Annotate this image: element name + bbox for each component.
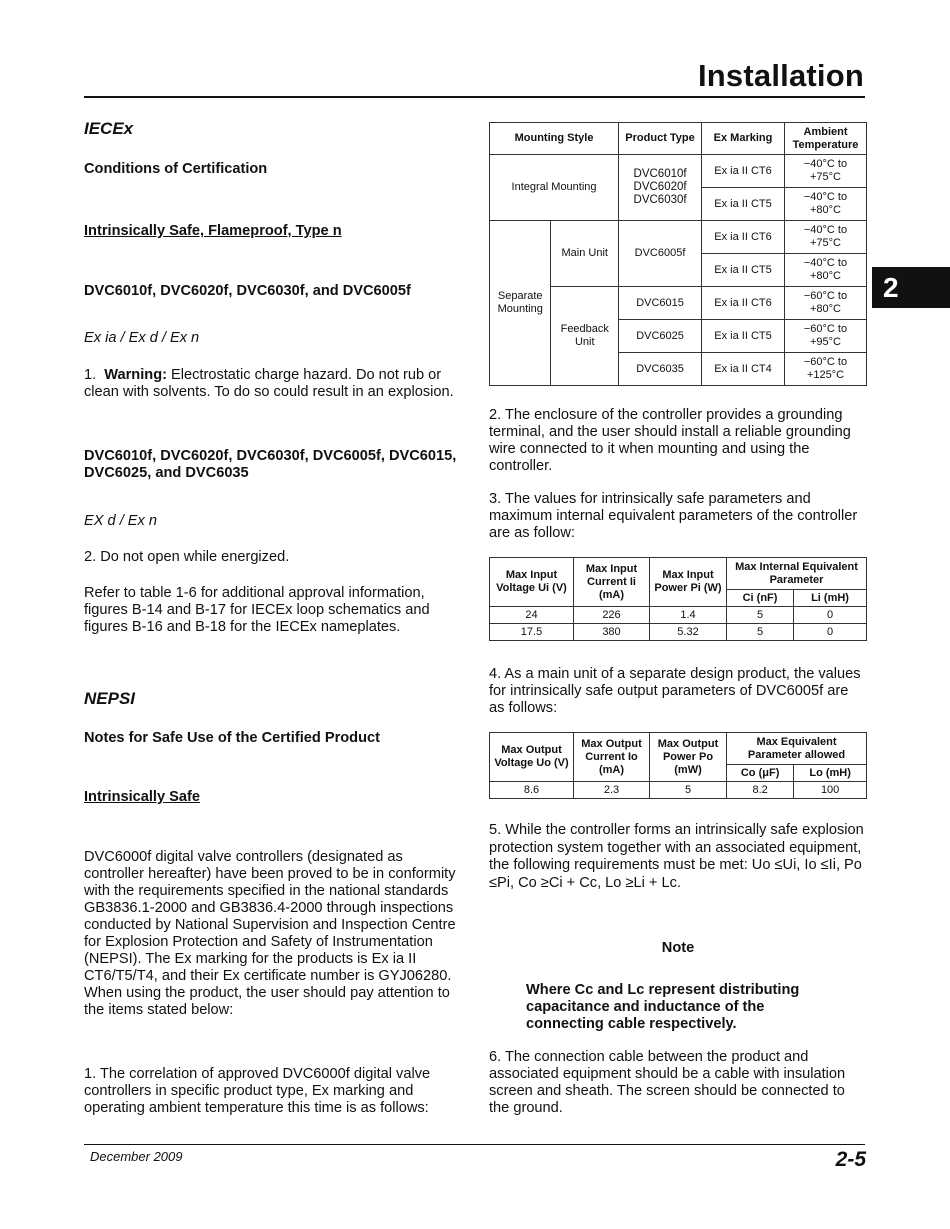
note-text: Where Cc and Lc represent distributing capacitance and inductance of the connecting cable respectively.	[526, 982, 800, 1032]
warning-text: Electrostatic charge hazard. Do not rub or clean with solvents. To do so could result in an explosion.	[84, 367, 454, 400]
table-cell: Integral Mounting	[490, 155, 619, 221]
correlation-item: 1. The correlation of approved DVC6000f digital valve controllers in specific product type, Ex marking and operating ambient temperature this time is as follows:	[84, 1066, 431, 1116]
table-cell: 2.3	[574, 782, 650, 799]
nepsi-paragraph: DVC6000f digital valve controllers (designated as controller hereafter) have been proved to be in conformity with the requirements specified in the national standards GB3836.1-2000 and GB3836.4-2000 through inspections conducted by National Supervision and Inspection Centre for Explosion Protection and Safety of Instrumentation (NEPSI). The Ex marking for the products is Ex ia II CT6/T5/T4, and their Ex certificate number is GYJ06280. When using the product, the user should pay attention to the items stated below:	[84, 849, 456, 1018]
footer-rule	[84, 1144, 865, 1145]
output-parameters-item: 4. As a main unit of a separate design product, the values for intrinsically safe output parameters of DVC6005f are as follows:	[489, 666, 861, 716]
table-cell: 1.4	[650, 607, 727, 624]
table-header: Max Input Current Ii (mA)	[574, 558, 650, 607]
table-cell: Ex ia II CT5	[702, 254, 785, 287]
refer-paragraph: Refer to table 1-6 for additional approval information, figures B-14 and B-17 for IECEx loop schematics and figures B-16 and B-18 for the IECEx nameplates.	[84, 585, 430, 635]
grounding-item: 2. The enclosure of the controller provides a grounding terminal, and the user should install a reliable grounding wire connected to it when mounting and using the controller.	[489, 407, 851, 474]
table-cell: 8.2	[727, 782, 794, 799]
intrinsically-safe-heading: Intrinsically Safe	[84, 789, 200, 805]
chapter-tab: 2	[872, 267, 950, 308]
table-cell: Ex ia II CT5	[702, 320, 785, 353]
iecex-heading: IECEx	[84, 119, 134, 138]
warning-label: Warning:	[104, 367, 167, 383]
table-cell: 5	[727, 624, 794, 641]
table-header: Max Output Current Io (mA)	[574, 733, 650, 782]
table-header: Max Output Voltage Uo (V)	[490, 733, 574, 782]
table-cell: DVC6015	[619, 287, 702, 320]
do-not-open-item: 2. Do not open while energized.	[84, 549, 290, 565]
mounting-table	[489, 122, 867, 386]
table-cell: −40°C to +80°C	[785, 254, 867, 287]
input-parameters-table	[489, 557, 867, 641]
table-header: Li (mH)	[794, 590, 867, 607]
header-rule	[84, 96, 865, 98]
output-parameters-table	[489, 732, 867, 799]
ex-marking-2: EX d / Ex n	[84, 513, 158, 529]
table-header: Max Equivalent Parameter allowed	[727, 733, 867, 765]
table-cell: −40°C to +80°C	[785, 188, 867, 221]
table-cell: 17.5	[490, 624, 574, 641]
table-header: Ci (nF)	[727, 590, 794, 607]
conditions-heading: Conditions of Certification	[84, 161, 268, 177]
table-cell: DVC6010f DVC6020f DVC6030f	[619, 155, 702, 221]
requirements-item: 5. While the controller forms an intrinsically safe explosion protection system together with an associated equipment, the following requirements must be met: Uo ≤Ui, Io ≤Ii, Po ≤Pi, Co ≥Ci + Cc, Lo ≥Li + Lc.	[489, 822, 864, 891]
table-cell: 226	[574, 607, 650, 624]
table-cell: Ex ia II CT6	[702, 155, 785, 188]
table-cell: Separate Mounting	[490, 221, 551, 386]
table-cell: Ex ia II CT6	[702, 221, 785, 254]
page-number: 2-5	[835, 1148, 866, 1171]
table-cell: 0	[794, 607, 867, 624]
connection-cable-item: 6. The connection cable between the product and associated equipment should be a cable with insulation screen and sheath. The screen should be connected to the ground.	[489, 1049, 846, 1116]
table-cell: Ex ia II CT6	[702, 287, 785, 320]
table-cell: DVC6035	[619, 353, 702, 386]
table-cell: 24	[490, 607, 574, 624]
table-cell: −60°C to +80°C	[785, 287, 867, 320]
models-heading-1: DVC6010f, DVC6020f, DVC6030f, and DVC6005f	[84, 283, 411, 299]
table-cell: 5.32	[650, 624, 727, 641]
table-cell: DVC6025	[619, 320, 702, 353]
table-header: Max Output Power Po (mW)	[650, 733, 727, 782]
table-cell: −60°C to +95°C	[785, 320, 867, 353]
table-cell: Feedback Unit	[551, 287, 619, 386]
ex-marking-1: Ex ia / Ex d / Ex n	[84, 330, 200, 346]
table-cell: −60°C to +125°C	[785, 353, 867, 386]
table-cell: 8.6	[490, 782, 574, 799]
table-header: Co (μF)	[727, 765, 794, 782]
table-header: Ambient Temperature	[785, 123, 867, 155]
table-cell: DVC6005f	[619, 221, 702, 287]
table-cell: 5	[650, 782, 727, 799]
table-cell: Main Unit	[551, 221, 619, 287]
table-header: Product Type	[619, 123, 702, 155]
table-header: Lo (mH)	[794, 765, 867, 782]
table-header: Max Input Power Pi (W)	[650, 558, 727, 607]
table-cell: 100	[794, 782, 867, 799]
intrinsically-safe-flameproof-heading: Intrinsically Safe, Flameproof, Type n	[84, 223, 342, 239]
table-cell: −40°C to +75°C	[785, 221, 867, 254]
warning-number: 1.	[84, 367, 97, 383]
footer-date: December 2009	[90, 1149, 183, 1164]
table-cell: 380	[574, 624, 650, 641]
note-title: Note	[661, 940, 695, 956]
page-title: Installation	[697, 58, 864, 93]
table-header: Mounting Style	[490, 123, 619, 155]
table-cell: 5	[727, 607, 794, 624]
parameters-item: 3. The values for intrinsically safe parameters and maximum internal equivalent parameters of the controller are as follow:	[489, 491, 858, 541]
table-header: Max Internal Equivalent Parameter	[727, 558, 867, 590]
table-header: Ex Marking	[702, 123, 785, 155]
right-column	[489, 122, 867, 1116]
table-cell: −40°C to +75°C	[785, 155, 867, 188]
models-heading-2: DVC6010f, DVC6020f, DVC6030f, DVC6005f, DVC6015, DVC6025, and DVC6035	[84, 448, 457, 481]
notes-heading: Notes for Safe Use of the Certified Product	[84, 730, 380, 746]
warning-item	[84, 367, 464, 401]
table-cell: 0	[794, 624, 867, 641]
table-cell: Ex ia II CT4	[702, 353, 785, 386]
table-header: Max Input Voltage Ui (V)	[490, 558, 574, 607]
table-cell: Ex ia II CT5	[702, 188, 785, 221]
nepsi-heading: NEPSI	[84, 689, 136, 708]
